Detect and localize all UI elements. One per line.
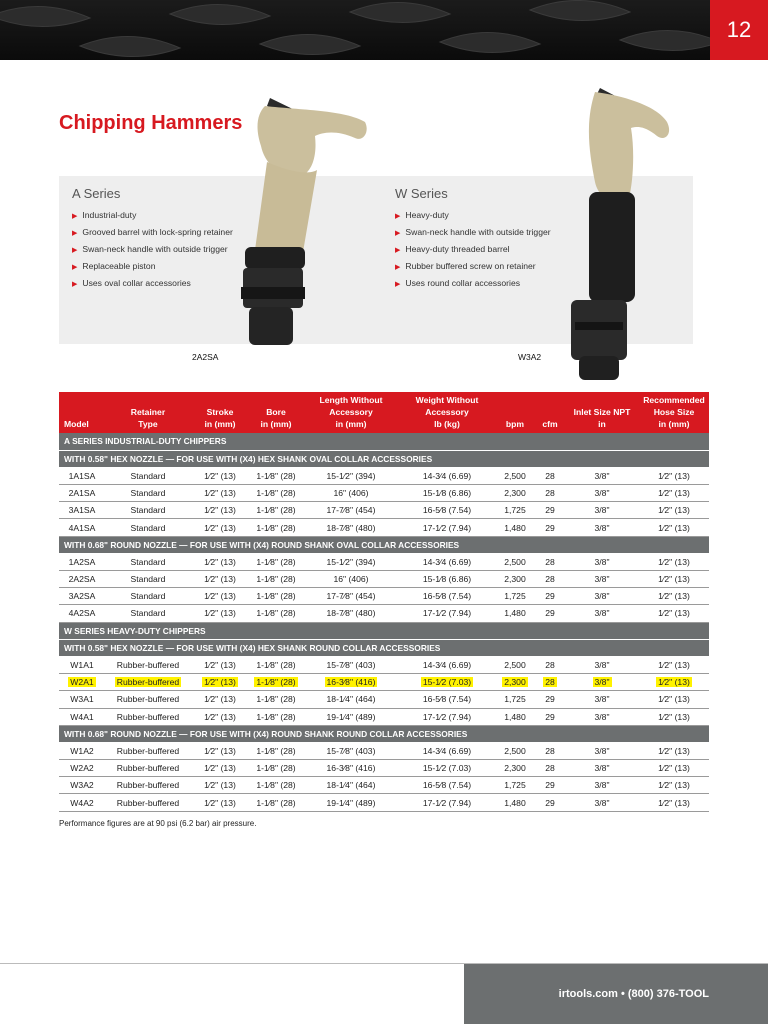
table-cell: 17-7⁄8" (454) xyxy=(303,502,399,519)
w-series-image-caption: W3A2 xyxy=(518,352,542,362)
col-header-weight: Weight Without Accessory lb (kg) xyxy=(399,392,495,433)
table-cell: 4A1SA xyxy=(59,519,105,536)
table-cell: 1⁄2" (13) xyxy=(191,588,249,605)
table-cell: 1,480 xyxy=(495,794,535,811)
triangle-bullet-icon: ▶ xyxy=(395,247,401,254)
table-cell: 28 xyxy=(535,467,565,484)
table-cell: Rubber-buffered xyxy=(105,777,191,794)
table-cell: 3/8" xyxy=(565,553,639,570)
table-subsection-row xyxy=(59,639,709,656)
table-cell: 14-3⁄4 (6.69) xyxy=(399,553,495,570)
table-cell: 1-1⁄8" (28) xyxy=(249,691,303,708)
table-cell: Rubber-buffered xyxy=(105,691,191,708)
table-cell: 1⁄2" (13) xyxy=(191,571,249,588)
table-cell: Rubber-buffered xyxy=(105,656,191,673)
table-cell: W1A1 xyxy=(59,656,105,673)
table-subsection-row xyxy=(59,536,709,553)
table-cell: 1⁄2" (13) xyxy=(191,502,249,519)
col-header-hose: Recommended Hose Size in (mm) xyxy=(639,392,709,433)
table-cell: 1⁄2" (13) xyxy=(639,691,709,708)
table-cell: W4A2 xyxy=(59,794,105,811)
list-item: ▶ Swan-neck handle with outside trigger xyxy=(395,227,551,237)
table-cell: 1⁄2" (13) xyxy=(191,708,249,725)
table-cell: 1⁄2" (13) xyxy=(639,674,709,691)
table-cell: 14-3⁄4 (6.69) xyxy=(399,656,495,673)
table-cell: 3A1SA xyxy=(59,502,105,519)
table-cell: W1A2 xyxy=(59,742,105,759)
table-cell: 1⁄2" (13) xyxy=(639,485,709,502)
table-cell: 18-1⁄4" (464) xyxy=(303,691,399,708)
table-cell: 1⁄2" (13) xyxy=(639,777,709,794)
table-row xyxy=(59,553,709,570)
subsection-title: WITH 0.58" HEX NOZZLE — FOR USE WITH (X4) HEX SHANK ROUND COLLAR ACCESSORIES xyxy=(59,639,709,656)
table-subsection-row xyxy=(59,450,709,467)
table-cell: 2,300 xyxy=(495,571,535,588)
table-row xyxy=(59,588,709,605)
table-cell: Rubber-buffered xyxy=(105,708,191,725)
triangle-bullet-icon: ▶ xyxy=(72,230,78,237)
w-series-title: W Series xyxy=(395,186,448,201)
table-cell: 1⁄2" (13) xyxy=(191,674,249,691)
table-cell: 1A2SA xyxy=(59,553,105,570)
triangle-bullet-icon: ▶ xyxy=(395,281,401,288)
table-section-row xyxy=(59,433,709,450)
table-cell: 2,300 xyxy=(495,760,535,777)
table-cell: W2A2 xyxy=(59,760,105,777)
table-cell: 16-5⁄8 (7.54) xyxy=(399,691,495,708)
table-cell: 19-1⁄4" (489) xyxy=(303,708,399,725)
list-item: ▶ Uses oval collar accessories xyxy=(72,278,191,288)
table-cell: 17-1⁄2 (7.94) xyxy=(399,794,495,811)
triangle-bullet-icon: ▶ xyxy=(72,213,78,220)
table-cell: 3A2SA xyxy=(59,588,105,605)
col-header-model: Model xyxy=(59,392,105,433)
table-cell: 1⁄2" (13) xyxy=(191,553,249,570)
table-cell: 15-1⁄2 (7.03) xyxy=(399,760,495,777)
table-cell: 1⁄2" (13) xyxy=(191,656,249,673)
table-cell: 17-1⁄2 (7.94) xyxy=(399,605,495,622)
table-cell: 3/8" xyxy=(565,485,639,502)
table-cell: 4A2SA xyxy=(59,605,105,622)
table-cell: W4A1 xyxy=(59,708,105,725)
page-title: Chipping Hammers xyxy=(59,112,243,134)
table-cell: 28 xyxy=(535,742,565,759)
tread-pattern-graphic xyxy=(0,0,710,60)
table-cell: W3A1 xyxy=(59,691,105,708)
table-cell: 1⁄2" (13) xyxy=(639,760,709,777)
table-row xyxy=(59,742,709,759)
table-cell: 1⁄2" (13) xyxy=(191,519,249,536)
table-cell: 29 xyxy=(535,777,565,794)
table-cell: 29 xyxy=(535,519,565,536)
table-cell: 1-1⁄8" (28) xyxy=(249,571,303,588)
a-series-feature-list xyxy=(72,207,302,292)
table-cell: 1⁄2" (13) xyxy=(191,605,249,622)
table-cell: 15-7⁄8" (403) xyxy=(303,656,399,673)
table-cell: 1⁄2" (13) xyxy=(639,467,709,484)
table-row xyxy=(59,485,709,502)
table-cell: 2,500 xyxy=(495,467,535,484)
table-cell: 1,480 xyxy=(495,519,535,536)
table-cell: 19-1⁄4" (489) xyxy=(303,794,399,811)
col-header-stroke: Stroke in (mm) xyxy=(191,392,249,433)
table-cell: 1-1⁄8" (28) xyxy=(249,777,303,794)
table-cell: 1A1SA xyxy=(59,467,105,484)
table-cell: 15-7⁄8" (403) xyxy=(303,742,399,759)
table-cell: 18-7⁄8" (480) xyxy=(303,519,399,536)
table-cell: 16-5⁄8 (7.54) xyxy=(399,502,495,519)
list-item: ▶ Swan-neck handle with outside trigger xyxy=(72,244,228,254)
table-row xyxy=(59,674,709,691)
table-cell: 1-1⁄8" (28) xyxy=(249,760,303,777)
table-cell: 28 xyxy=(535,571,565,588)
table-cell: Standard xyxy=(105,519,191,536)
table-cell: W3A2 xyxy=(59,777,105,794)
table-cell: 1⁄2" (13) xyxy=(639,742,709,759)
a-series-block xyxy=(72,186,302,292)
table-cell: 16-5⁄8 (7.54) xyxy=(399,588,495,605)
table-cell: 14-3⁄4 (6.69) xyxy=(399,467,495,484)
table-subsection-row xyxy=(59,725,709,742)
table-cell: 18-7⁄8" (480) xyxy=(303,605,399,622)
col-header-cfm: cfm xyxy=(535,392,565,433)
table-cell: 16-3⁄8" (416) xyxy=(303,674,399,691)
list-item: ▶ Uses round collar accessories xyxy=(395,278,521,288)
table-cell: 1-1⁄8" (28) xyxy=(249,519,303,536)
footer-contact-bar xyxy=(464,964,768,1024)
col-header-bpm: bpm xyxy=(495,392,535,433)
table-row xyxy=(59,708,709,725)
table-section-row xyxy=(59,622,709,639)
table-cell: 17-1⁄2 (7.94) xyxy=(399,519,495,536)
table-cell: 16-5⁄8 (7.54) xyxy=(399,777,495,794)
table-cell: 3/8" xyxy=(565,588,639,605)
table-cell: 1⁄2" (13) xyxy=(639,794,709,811)
table-cell: 17-7⁄8" (454) xyxy=(303,588,399,605)
table-cell: 1,480 xyxy=(495,708,535,725)
table-cell: 3/8" xyxy=(565,777,639,794)
table-cell: 1⁄2" (13) xyxy=(191,777,249,794)
table-cell: 1⁄2" (13) xyxy=(191,467,249,484)
table-cell: 3/8" xyxy=(565,571,639,588)
triangle-bullet-icon: ▶ xyxy=(72,281,78,288)
section-title: W SERIES HEAVY-DUTY CHIPPERS xyxy=(59,622,709,639)
table-cell: 1⁄2" (13) xyxy=(191,691,249,708)
section-title: A SERIES INDUSTRIAL-DUTY CHIPPERS xyxy=(59,433,709,450)
table-cell: 2A1SA xyxy=(59,485,105,502)
table-cell: 3/8" xyxy=(565,467,639,484)
table-cell: Standard xyxy=(105,502,191,519)
table-cell: 1⁄2" (13) xyxy=(191,485,249,502)
table-cell: 17-1⁄2 (7.94) xyxy=(399,708,495,725)
table-cell: 2,500 xyxy=(495,742,535,759)
col-header-length: Length Without Accessory in (mm) xyxy=(303,392,399,433)
table-cell: 29 xyxy=(535,588,565,605)
table-row xyxy=(59,467,709,484)
table-row xyxy=(59,605,709,622)
footnote: Performance figures are at 90 psi (6.2 bar) air pressure. xyxy=(59,819,257,828)
table-row xyxy=(59,571,709,588)
table-cell: 1,725 xyxy=(495,502,535,519)
table-cell: W2A1 xyxy=(59,674,105,691)
table-cell: 15-1⁄2" (394) xyxy=(303,553,399,570)
table-cell: 2,300 xyxy=(495,485,535,502)
table-cell: 14-3⁄4 (6.69) xyxy=(399,742,495,759)
table-cell: 29 xyxy=(535,794,565,811)
table-cell: 1-1⁄8" (28) xyxy=(249,467,303,484)
table-cell: 28 xyxy=(535,485,565,502)
table-cell: 3/8" xyxy=(565,742,639,759)
table-cell: 1,725 xyxy=(495,691,535,708)
table-cell: 29 xyxy=(535,708,565,725)
triangle-bullet-icon: ▶ xyxy=(72,247,78,254)
table-cell: 28 xyxy=(535,553,565,570)
table-row xyxy=(59,760,709,777)
table-row xyxy=(59,691,709,708)
table-cell: 16" (406) xyxy=(303,571,399,588)
table-cell: 29 xyxy=(535,605,565,622)
table-cell: 15-1⁄8 (6.86) xyxy=(399,571,495,588)
table-header-row xyxy=(59,392,709,433)
table-cell: 16-3⁄8" (416) xyxy=(303,760,399,777)
table-cell: 28 xyxy=(535,674,565,691)
table-cell: 1⁄2" (13) xyxy=(639,502,709,519)
table-cell: 1-1⁄8" (28) xyxy=(249,794,303,811)
triangle-bullet-icon: ▶ xyxy=(395,264,401,271)
col-header-retainer: Retainer Type xyxy=(105,392,191,433)
table-cell: 1,725 xyxy=(495,588,535,605)
table-row xyxy=(59,656,709,673)
a-series-image-caption: 2A2SA xyxy=(192,352,219,362)
table-cell: 1-1⁄8" (28) xyxy=(249,656,303,673)
table-cell: 3/8" xyxy=(565,708,639,725)
table-cell: Rubber-buffered xyxy=(105,742,191,759)
table-cell: 16" (406) xyxy=(303,485,399,502)
list-item: ▶ Heavy-duty xyxy=(395,210,449,220)
table-cell: 2,500 xyxy=(495,553,535,570)
list-item: ▶ Industrial-duty xyxy=(72,210,137,220)
spec-table-body xyxy=(59,433,709,811)
list-item: ▶ Heavy-duty threaded barrel xyxy=(395,244,510,254)
table-cell: 3/8" xyxy=(565,656,639,673)
table-cell: Rubber-buffered xyxy=(105,674,191,691)
table-cell: 1⁄2" (13) xyxy=(191,760,249,777)
table-cell: 1-1⁄8" (28) xyxy=(249,708,303,725)
col-header-bore: Bore in (mm) xyxy=(249,392,303,433)
table-cell: 1-1⁄8" (28) xyxy=(249,674,303,691)
triangle-bullet-icon: ▶ xyxy=(72,264,78,271)
table-cell: 3/8" xyxy=(565,794,639,811)
table-cell: Standard xyxy=(105,467,191,484)
table-cell: 1⁄2" (13) xyxy=(639,708,709,725)
list-item: ▶ Rubber buffered screw on retainer xyxy=(395,261,536,271)
table-cell: 1⁄2" (13) xyxy=(191,794,249,811)
table-cell: 1,480 xyxy=(495,605,535,622)
table-cell: 1⁄2" (13) xyxy=(639,588,709,605)
table-cell: 3/8" xyxy=(565,760,639,777)
table-cell: 28 xyxy=(535,760,565,777)
table-cell: 3/8" xyxy=(565,519,639,536)
table-cell: 1⁄2" (13) xyxy=(639,519,709,536)
footer-contact: irtools.com • (800) 376-TOOL xyxy=(558,988,709,1000)
table-cell: Standard xyxy=(105,588,191,605)
table-cell: 3/8" xyxy=(565,691,639,708)
table-row xyxy=(59,519,709,536)
table-cell: 3/8" xyxy=(565,674,639,691)
table-cell: 15-1⁄8 (6.86) xyxy=(399,485,495,502)
table-cell: 1⁄2" (13) xyxy=(639,553,709,570)
table-cell: Standard xyxy=(105,485,191,502)
w-series-block xyxy=(395,186,625,292)
list-item: ▶ Grooved barrel with lock-spring retainer xyxy=(72,227,233,237)
table-cell: 1⁄2" (13) xyxy=(639,656,709,673)
table-cell: 29 xyxy=(535,691,565,708)
triangle-bullet-icon: ▶ xyxy=(395,230,401,237)
table-cell: 1-1⁄8" (28) xyxy=(249,485,303,502)
table-cell: 1-1⁄8" (28) xyxy=(249,588,303,605)
page-number: 12 xyxy=(710,0,768,60)
subsection-title: WITH 0.58" HEX NOZZLE — FOR USE WITH (X4) HEX SHANK OVAL COLLAR ACCESSORIES xyxy=(59,450,709,467)
table-cell: 1-1⁄8" (28) xyxy=(249,742,303,759)
table-cell: 1,725 xyxy=(495,777,535,794)
table-cell: 1⁄2" (13) xyxy=(639,605,709,622)
table-cell: 1-1⁄8" (28) xyxy=(249,553,303,570)
table-cell: 1-1⁄8" (28) xyxy=(249,502,303,519)
table-cell: 3/8" xyxy=(565,605,639,622)
table-cell: 2,500 xyxy=(495,656,535,673)
table-cell: 15-1⁄2" (394) xyxy=(303,467,399,484)
table-cell: Rubber-buffered xyxy=(105,794,191,811)
header-band xyxy=(0,0,710,60)
table-cell: 1⁄2" (13) xyxy=(639,571,709,588)
table-cell: Rubber-buffered xyxy=(105,760,191,777)
a-series-title: A Series xyxy=(72,186,121,201)
subsection-title: WITH 0.68" ROUND NOZZLE — FOR USE WITH (X4) ROUND SHANK ROUND COLLAR ACCESSORIES xyxy=(59,725,709,742)
list-item: ▶ Replaceable piston xyxy=(72,261,156,271)
table-cell: 3/8" xyxy=(565,502,639,519)
table-cell: 2A2SA xyxy=(59,571,105,588)
table-cell: Standard xyxy=(105,605,191,622)
table-cell: Standard xyxy=(105,571,191,588)
table-row xyxy=(59,777,709,794)
table-cell: Standard xyxy=(105,553,191,570)
table-cell: 2,300 xyxy=(495,674,535,691)
table-cell: 28 xyxy=(535,656,565,673)
table-cell: 1-1⁄8" (28) xyxy=(249,605,303,622)
spec-table xyxy=(59,392,709,812)
col-header-inlet: Inlet Size NPT in xyxy=(565,392,639,433)
table-cell: 18-1⁄4" (464) xyxy=(303,777,399,794)
table-cell: 1⁄2" (13) xyxy=(191,742,249,759)
subsection-title: WITH 0.68" ROUND NOZZLE — FOR USE WITH (X4) ROUND SHANK OVAL COLLAR ACCESSORIES xyxy=(59,536,709,553)
table-row xyxy=(59,794,709,811)
table-row xyxy=(59,502,709,519)
table-cell: 15-1⁄2 (7.03) xyxy=(399,674,495,691)
w-series-feature-list xyxy=(395,207,625,292)
triangle-bullet-icon: ▶ xyxy=(395,213,401,220)
table-cell: 29 xyxy=(535,502,565,519)
